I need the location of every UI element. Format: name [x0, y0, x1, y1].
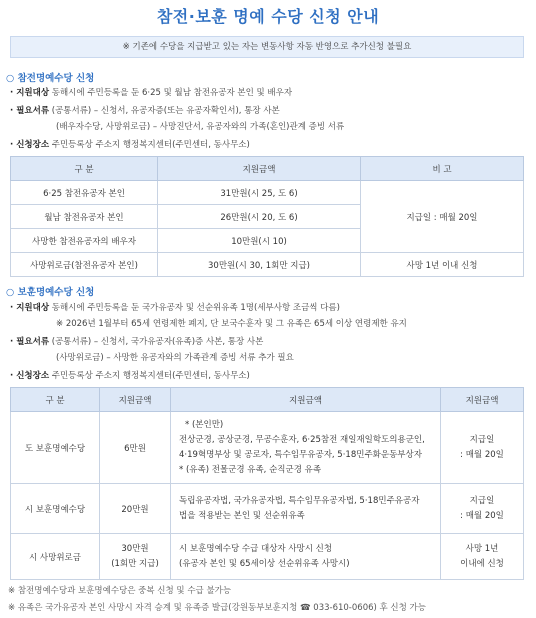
section1-heading: ○ 참전명예수당 신청 — [6, 73, 95, 84]
table-cell: 도 보훈명예수당 — [11, 412, 100, 484]
page-title: 참전·보훈 명예 수당 신청 안내 — [156, 7, 380, 26]
section2-place-text: 주민등록상 주소지 행정복지센터(주민센터, 동사무소) — [51, 371, 250, 381]
table-cell: 월남 참전유공자 본인 — [11, 205, 158, 229]
table-header: 구 분 — [11, 157, 158, 181]
section2-target-label: · 지원대상 — [10, 303, 50, 313]
table-header: 지원금액 — [171, 388, 441, 412]
table-cell-note — [441, 412, 524, 484]
note-line: 지급일 — [469, 495, 495, 506]
section1-target-label: · 지원대상 — [10, 88, 50, 98]
table-header-row — [11, 157, 524, 181]
table-cell: 시 보훈명예수당 — [11, 484, 100, 534]
detail-line: * (본인만) — [185, 419, 224, 430]
table-cell: 사망 1년 이내 신청 — [361, 253, 524, 277]
detail-line: 전상군경, 공상군경, 무공수훈자, 6·25참전 재일재일학도의용군인, — [179, 434, 425, 445]
table-cell: 31만원(시 25, 도 6) — [158, 181, 361, 205]
section1-place-line — [10, 138, 250, 150]
table-cell: 10만원(시 10) — [158, 229, 361, 253]
detail-line: 시 보훈명예수당 수급 대상자 사망시 신청 — [179, 543, 333, 554]
footnote: ※ 유족은 국가유공자 본인 사망시 자격 승계 및 유족증 발급(강원동부보훈지청 ☎ 033-610-0606) 후 신청 가능 — [8, 603, 426, 613]
note-line: 이내에 신청 — [460, 558, 504, 569]
section2-place-line — [10, 369, 250, 381]
section1-place-label: · 신청장소 — [10, 140, 50, 150]
section2-docs-text1: (공통서류) – 신청서, 국가유공자(유족)증 사본, 통장 사본 — [51, 337, 264, 347]
section2-docs-text2: (사망위로금) – 사망한 유공자와의 가족관계 증빙 서류 추가 필요 — [56, 353, 294, 363]
table-row — [11, 534, 524, 580]
section2-docs-label: · 필요서류 — [10, 337, 50, 347]
table-row — [11, 181, 524, 205]
section2-target-line — [10, 301, 340, 313]
section2-place-label: · 신청장소 — [10, 371, 50, 381]
table-row — [11, 253, 524, 277]
table-cell: 26만원(시 20, 도 6) — [158, 205, 361, 229]
table-cell: 6·25 참전유공자 본인 — [11, 181, 158, 205]
section1-docs-line — [10, 104, 280, 116]
section1-target-line — [10, 86, 292, 98]
table-cell: 시 사망위로금 — [11, 534, 100, 580]
section1-docs-text2: (배우자수당, 사망위로금) – 사망진단서, 유공자와의 가족(혼인)관계 증빙 서류 — [56, 122, 345, 132]
amount-line: 30만원 — [121, 543, 149, 554]
note-line: : 매월 20일 — [460, 449, 504, 460]
note-line: : 매월 20일 — [460, 510, 504, 521]
section2-target-note: ※ 2026년 1월부터 65세 연령제한 폐지, 단 보국수훈자 및 그 유족은 65세 이상 연령제한 유지 — [56, 319, 407, 329]
table-cell: 20만원 — [100, 484, 171, 534]
table-row — [11, 412, 524, 484]
section2-target-text: 동해시에 주민등록을 둔 국가유공자 및 선순위유족 1명(세부사항 조금씩 다름) — [51, 303, 340, 313]
section1-target-text: 동해시에 주민등록을 둔 6·25 및 월남 참전유공자 본인 및 배우자 — [51, 88, 293, 98]
table-cell-detail — [171, 534, 441, 580]
table-cell-note — [441, 534, 524, 580]
table-cell-detail — [171, 484, 441, 534]
table-header: 비 고 — [361, 157, 524, 181]
table-cell: 사망위로금(참전유공자 본인) — [11, 253, 158, 277]
notice-banner: ※ 기존에 수당을 지급받고 있는 자는 변동사항 자동 반영으로 추가신청 불필요 — [10, 36, 524, 58]
table-header: 지원금액 — [441, 388, 524, 412]
note-line: 사망 1년 — [465, 543, 499, 554]
section1-place-text: 주민등록상 주소지 행정복지센터(주민센터, 동사무소) — [51, 140, 250, 150]
section2-docs-line — [10, 335, 263, 347]
table-header: 지원금액 — [158, 157, 361, 181]
section2-heading: ○ 보훈명예수당 신청 — [6, 287, 95, 298]
detail-line: 법을 적용받는 본인 및 선순위유족 — [179, 510, 305, 521]
table-header: 구 분 — [11, 388, 100, 412]
table-cell: 사망한 참전유공자의 배우자 — [11, 229, 158, 253]
note-line: 지급일 — [469, 434, 495, 445]
detail-line: 4·19혁명부상 및 공로자, 특수임무유공자, 5·18민주화운동부상자 — [179, 449, 422, 460]
section1-table — [10, 156, 524, 277]
detail-line: (유공자 본인 및 65세이상 선순위유족 사망시) — [179, 558, 350, 569]
table-header: 지원금액 — [100, 388, 171, 412]
detail-line: * (유족) 전몰군경 유족, 순직군경 유족 — [179, 464, 322, 475]
table-row — [11, 484, 524, 534]
detail-line: 독립유공자법, 국가유공자법, 특수임무유공자법, 5·18민주유공자 — [179, 495, 420, 506]
table-header-row — [11, 388, 524, 412]
section1-docs-text1: (공통서류) – 신청서, 유공자증(또는 유공자확인서), 통장 사본 — [51, 106, 280, 116]
footnote: ※ 참전명예수당과 보훈명예수당은 중복 신청 및 수급 불가능 — [8, 586, 232, 596]
table-cell-note — [441, 484, 524, 534]
section2-table — [10, 387, 524, 580]
table-cell: 6만원 — [100, 412, 171, 484]
table-cell: 30만원(시 30, 1회만 지급) — [158, 253, 361, 277]
table-cell-merged-note: 지급일 : 매월 20일 — [361, 181, 524, 253]
table-cell-detail — [171, 412, 441, 484]
table-cell-amount — [100, 534, 171, 580]
amount-line: (1회만 지급) — [111, 558, 159, 569]
section1-docs-label: · 필요서류 — [10, 106, 50, 116]
